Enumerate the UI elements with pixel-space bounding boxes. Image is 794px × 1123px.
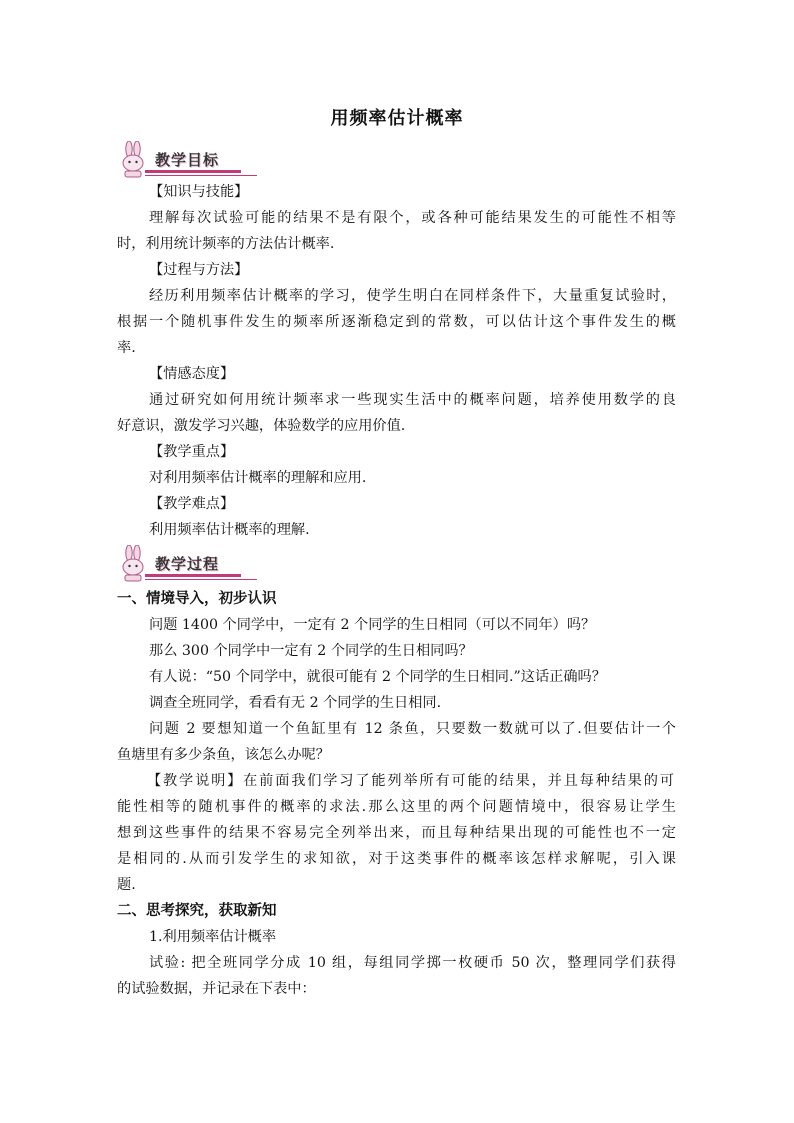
subsection-1-title: 1.利用频率估计概率 xyxy=(149,929,277,945)
question-2-text-1: 问题 2 要想知道一个鱼缸里有 12 条鱼，只要数一数就可以了.但要估计一个 xyxy=(149,721,676,737)
section-banner-process xyxy=(117,545,242,583)
process-text-3: 率. xyxy=(117,340,136,356)
teaching-note-4: 是相同的.从而引发学生的求知欲，对于这类事件的概率该怎样求解呢，引入课 xyxy=(117,851,676,867)
knowledge-text-2: 时，利用统计频率的方法估计概率. xyxy=(117,236,335,252)
knowledge-text-1: 理解每次试验可能的结果不是有限个，或各种可能结果发生的可能性不相等 xyxy=(149,210,676,226)
process-text-2: 根据一个随机事件发生的频率所逐渐稳定到的常数，可以估计这个事件发生的概 xyxy=(117,314,676,330)
question-1c-text: 有人说：“50 个同学中，就很可能有 2 个同学的生日相同.”这话正确吗？ xyxy=(149,669,606,685)
bunny-icon xyxy=(117,545,153,583)
question-2-text-2: 鱼塘里有多少条鱼，该怎么办呢？ xyxy=(117,747,330,763)
banner-rule xyxy=(145,170,241,173)
process-text-1: 经历利用频率估计概率的学习，使学生明白在同样条件下，大量重复试验时， xyxy=(149,288,676,304)
teaching-note-5: 题. xyxy=(117,877,136,893)
banner-rule-thin xyxy=(145,175,257,176)
section-2-heading: 二、思考探究，获取新知 xyxy=(117,903,277,919)
banner-rule xyxy=(145,574,241,577)
process-heading: 【过程与方法】 xyxy=(149,262,249,278)
emotion-text-1: 通过研究如何用统计频率求一些现实生活中的概率问题，培养使用数学的良 xyxy=(149,392,676,408)
question-1b-text: 那么 300 个同学中一定有 2 个同学的生日相同吗？ xyxy=(149,643,473,659)
banner-rule-thin xyxy=(145,579,257,580)
key-point-heading: 【教学重点】 xyxy=(149,444,235,460)
teaching-note-2: 能性相等的随机事件的概率的求法.那么这里的两个问题情境中，很容易让学生 xyxy=(117,799,676,815)
banner-label: 教学目标 xyxy=(155,151,220,169)
bunny-icon xyxy=(117,141,153,179)
emotion-heading: 【情感态度】 xyxy=(149,366,235,382)
experiment-text-2: 的试验数据，并记录在下表中： xyxy=(117,981,316,997)
banner-label: 教学过程 xyxy=(155,555,220,573)
difficulty-heading: 【教学难点】 xyxy=(149,496,235,512)
question-1d-text: 调查全班同学，看看有无 2 个同学的生日相同. xyxy=(149,695,442,711)
teaching-note-3: 想到这些事件的结果不容易完全列举出来，而且每种结果出现的可能性也不一定 xyxy=(117,825,676,841)
emotion-text-2: 好意识，激发学习兴趣，体验数学的应用价值. xyxy=(117,418,406,434)
knowledge-heading: 【知识与技能】 xyxy=(149,184,249,200)
section-1-heading: 一、情境导入，初步认识 xyxy=(117,591,277,607)
teaching-note-1: 【教学说明】在前面我们学习了能列举所有可能的结果，并且每种结果的可 xyxy=(147,773,674,789)
experiment-text-1: 试验: 把全班同学分成 10 组，每组同学掷一枚硬币 50 次，整理同学们获得 xyxy=(149,955,676,971)
question-1-text: 问题 1400 个同学中，一定有 2 个同学的生日相同（可以不同年）吗？ xyxy=(149,617,596,633)
section-banner-goals xyxy=(117,141,242,179)
key-point-text: 对利用频率估计概率的理解和应用. xyxy=(149,470,367,486)
difficulty-text: 利用频率估计概率的理解. xyxy=(149,522,310,538)
page-title: 用频率估计概率 xyxy=(330,108,464,129)
